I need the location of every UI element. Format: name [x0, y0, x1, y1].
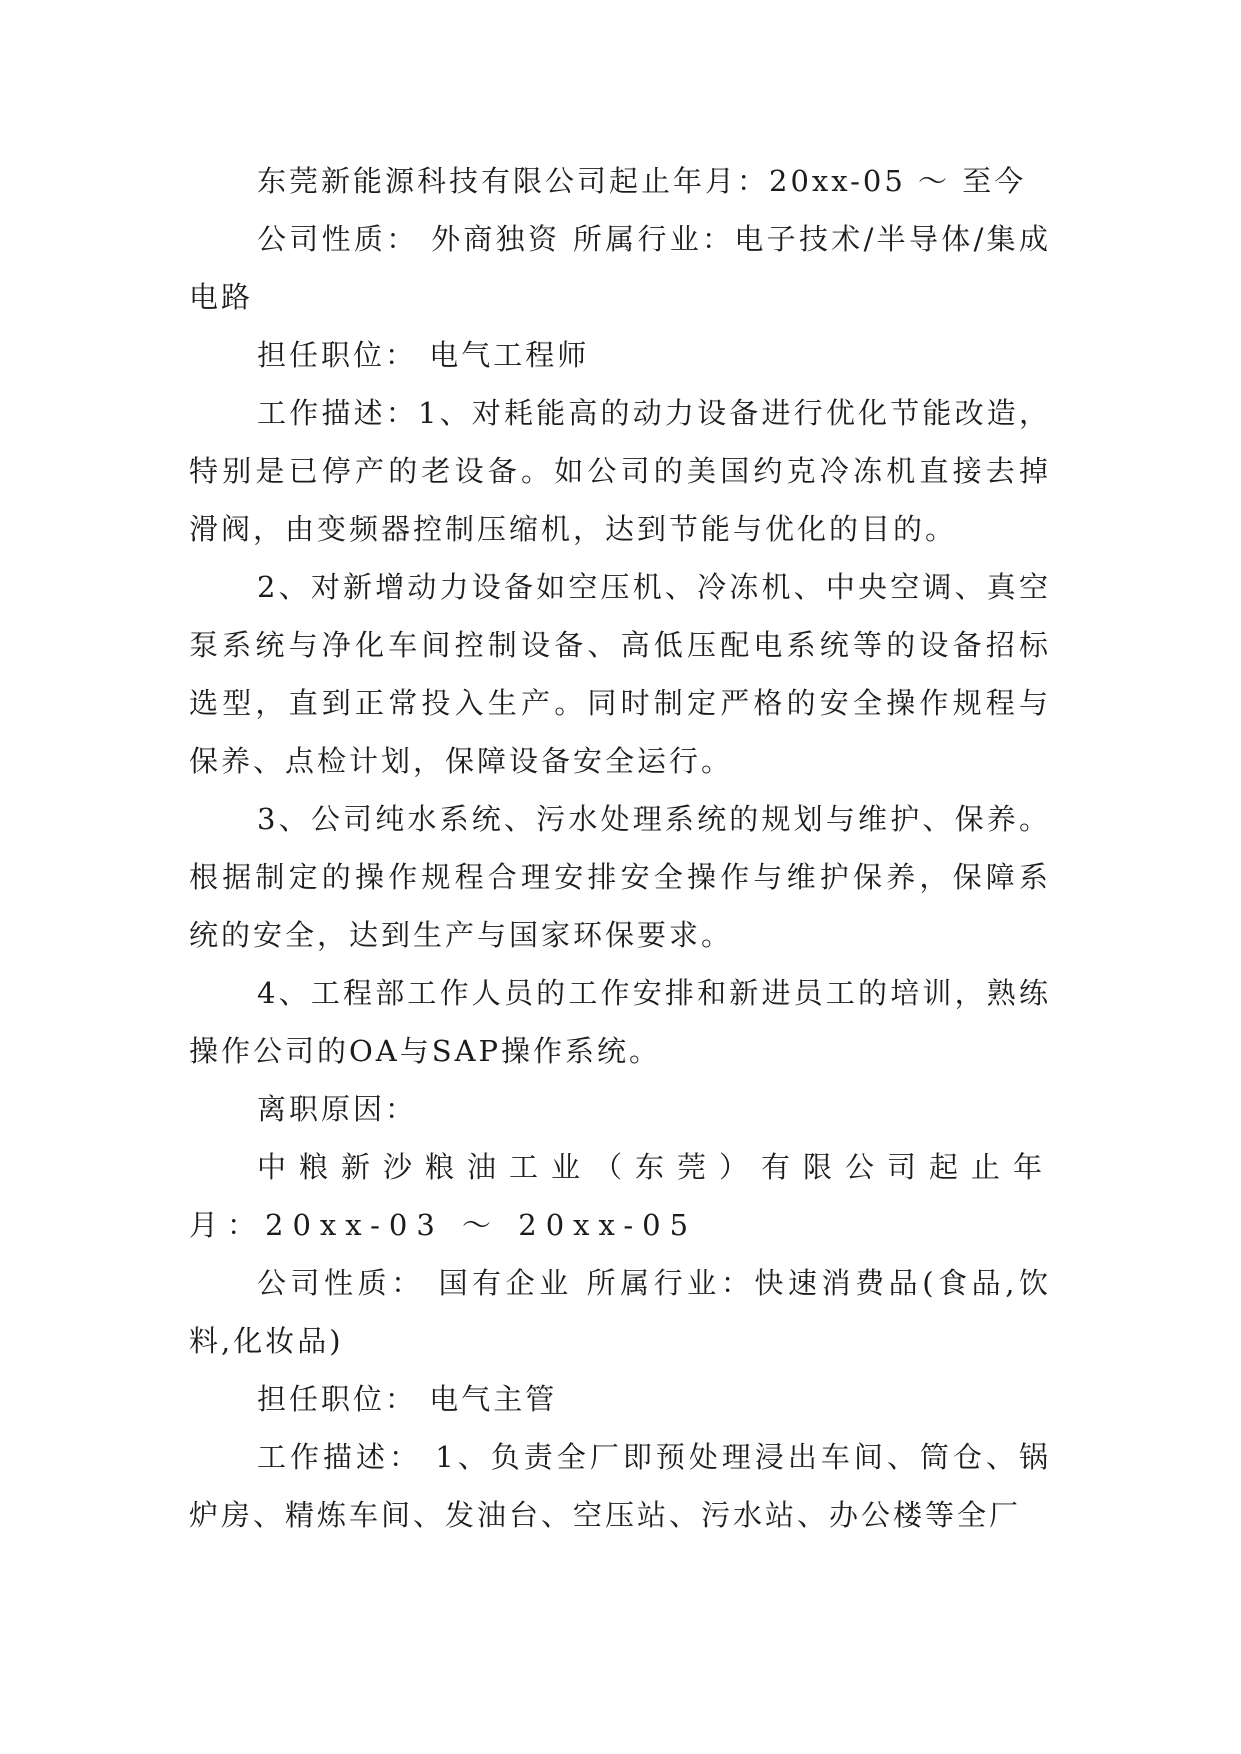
company-1-nature: 公司性质： 外商独资 所属行业：电子技术/半导体/集成电路: [189, 222, 1051, 314]
company-1-duty-2: 2、对新增动力设备如空压机、冷冻机、中央空调、真空泵系统与净化车间控制设备、高低压配电系统等的设备招标选型，直到正常投入生产。同时制定严格的安全操作规程与保养、点检计划，保障设备安全运行。: [189, 570, 1051, 778]
company-1-duty-3: 3、公司纯水系统、污水处理系统的规划与维护、保养。根据制定的操作规程合理安排安全操作与维护保养，保障系统的安全，达到生产与国家环保要求。: [189, 802, 1051, 952]
company-2-heading: 中粮新沙粮油工业（东莞）有限公司起止年月：20xx-03 ～ 20xx-05: [189, 1150, 1051, 1242]
company-1-heading: 东莞新能源科技有限公司起止年月：20xx-05 ～ 至今: [257, 164, 1027, 198]
company-2-nature: 公司性质： 国有企业 所属行业：快速消费品(食品,饮料,化妆品): [189, 1266, 1051, 1358]
company-2-position: 担任职位： 电气主管: [257, 1382, 558, 1416]
company-1-duty-1: 工作描述：1、对耗能高的动力设备进行优化节能改造，特别是已停产的老设备。如公司的美国约克冷冻机直接去掉滑阀，由变频器控制压缩机，达到节能与优化的目的。: [189, 396, 1051, 546]
company-2-duty-1: 工作描述： 1、负责全厂即预处理浸出车间、筒仓、锅炉房、精炼车间、发油台、空压站、污水站、办公楼等全厂: [189, 1440, 1051, 1532]
company-1-leave-reason: 离职原因：: [257, 1092, 418, 1126]
document-body: [189, 152, 1051, 1544]
company-1-duty-4: 4、工程部工作人员的工作安排和新进员工的培训，熟练操作公司的OA与SAP操作系统。: [189, 976, 1051, 1068]
company-1-position: 担任职位： 电气工程师: [257, 338, 590, 372]
